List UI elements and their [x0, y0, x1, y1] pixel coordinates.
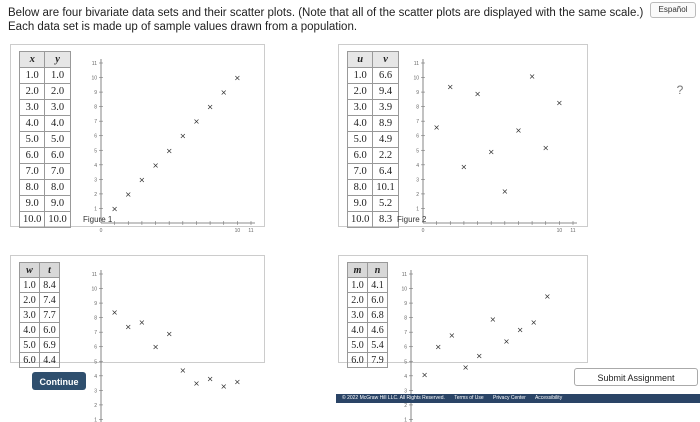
y-tick-label: 4: [404, 373, 407, 380]
y-tick-label: 7: [94, 119, 97, 126]
table-cell: 5.0: [45, 132, 70, 148]
table-cell: 10.1: [373, 180, 398, 196]
table-row: [348, 132, 399, 148]
continue-button[interactable]: Continue: [32, 372, 86, 390]
table-cell: 3.0: [20, 100, 45, 116]
y-tick-label: 7: [404, 330, 407, 337]
y-tick-label: 8: [94, 104, 97, 111]
table-header-row: [20, 263, 60, 278]
data-point: ×: [193, 117, 200, 127]
table-cell: 3.0: [348, 100, 373, 116]
table-row: [348, 196, 399, 212]
table-cell: 4.4: [40, 353, 60, 368]
table-cell: 2.0: [45, 84, 70, 100]
data-point: ×: [462, 363, 469, 373]
table-row: [348, 100, 399, 116]
y-tick-label: 5: [94, 148, 97, 155]
data-point: ×: [421, 370, 428, 380]
data-point: ×: [206, 102, 214, 112]
y-tick-label: 6: [404, 344, 407, 351]
y-tick-label: 1: [416, 206, 419, 213]
data-point: ×: [528, 72, 536, 82]
column-header: y: [45, 52, 70, 68]
table-cell: 7.4: [40, 293, 60, 308]
table-row: [348, 180, 399, 196]
data-point: ×: [179, 366, 187, 375]
table-row: [348, 84, 399, 100]
table-cell: 4.1: [368, 278, 388, 293]
y-tick-label: 3: [404, 388, 407, 395]
data-point: ×: [460, 162, 468, 172]
table-cell: 1.0: [20, 278, 40, 293]
prompt-line-2: Each data set is made up of sample values drawn from a population.: [8, 21, 358, 33]
y-tick-label: 1: [94, 417, 97, 422]
table-row: [20, 164, 71, 180]
table-row: [348, 148, 399, 164]
data-point: ×: [220, 382, 228, 391]
y-tick-label: 2: [416, 191, 419, 198]
data-point: ×: [446, 82, 454, 92]
figure-2-label: Figure 2: [397, 215, 427, 224]
copyright-text: © 2022 McGraw Hill LLC. All Rights Reserved.: [342, 395, 445, 401]
table-cell: 6.0: [348, 148, 373, 164]
y-tick-label: 4: [94, 162, 97, 169]
table-row: [20, 180, 71, 196]
table-cell: 1.0: [348, 278, 368, 293]
dataset-panel-2: [338, 44, 588, 234]
data-table-wt: [19, 262, 60, 368]
table-header-row: [348, 263, 388, 278]
data-point: ×: [152, 160, 159, 170]
data-point: ×: [475, 351, 483, 361]
data-point: ×: [220, 88, 228, 98]
table-row: [20, 68, 71, 84]
x-tick-label: 0: [99, 228, 103, 234]
y-tick-label: 2: [94, 191, 97, 198]
x-tick-label: 10: [234, 228, 241, 234]
table-row: [348, 353, 388, 368]
table-cell: 7.0: [45, 164, 70, 180]
table-row: [20, 148, 71, 164]
data-point: ×: [542, 143, 550, 153]
table-cell: 2.0: [20, 84, 45, 100]
table-cell: 5.4: [368, 338, 388, 353]
question-prompt: [8, 6, 648, 34]
table-cell: 8.9: [373, 116, 398, 132]
y-tick-label: 10: [413, 75, 419, 82]
table-row: [20, 100, 71, 116]
table-cell: 8.4: [40, 278, 60, 293]
y-tick-label: 6: [94, 133, 97, 140]
y-tick-label: 2: [404, 402, 407, 409]
data-table-mn: [347, 262, 388, 368]
table-cell: 6.4: [373, 164, 398, 180]
data-point: ×: [515, 125, 522, 135]
dataset-panel-1: [10, 44, 265, 234]
data-point: ×: [489, 315, 497, 325]
data-point: ×: [111, 307, 118, 317]
data-point: ×: [138, 175, 146, 185]
y-tick-label: 7: [416, 119, 419, 126]
table-cell: 6.0: [20, 353, 40, 368]
table-header-row: [20, 52, 71, 68]
table-row: [20, 132, 71, 148]
x-tick-label: 10: [556, 228, 563, 234]
table-cell: 8.0: [20, 180, 45, 196]
table-row: [20, 338, 60, 353]
y-tick-label: 9: [94, 90, 97, 97]
data-point: ×: [234, 73, 241, 83]
table-cell: 1.0: [45, 68, 70, 84]
table-row: [20, 212, 71, 228]
table-cell: 4.0: [20, 116, 45, 132]
data-point: ×: [111, 204, 118, 214]
table-row: [348, 308, 388, 323]
data-point: ×: [165, 146, 173, 156]
table-row: [20, 116, 71, 132]
y-tick-label: 3: [94, 388, 97, 395]
table-cell: 1.0: [348, 68, 373, 84]
table-cell: 3.0: [348, 308, 368, 323]
y-tick-label: 8: [94, 315, 97, 322]
table-cell: 8.3: [373, 212, 398, 228]
y-tick-label: 3: [94, 177, 97, 184]
table-cell: 4.6: [368, 323, 388, 338]
data-point: ×: [487, 147, 495, 157]
data-point: ×: [179, 131, 187, 141]
table-row: [20, 278, 60, 293]
table-cell: 4.9: [373, 132, 398, 148]
y-tick-label: 11: [91, 272, 97, 278]
table-cell: 7.7: [40, 308, 60, 323]
table-cell: 6.0: [348, 353, 368, 368]
table-row: [348, 68, 399, 84]
x-tick-label: 11: [570, 228, 576, 234]
data-point: ×: [193, 379, 200, 389]
table-cell: 6.0: [20, 148, 45, 164]
data-point: ×: [530, 318, 538, 327]
table-cell: 10.0: [20, 212, 45, 228]
table-cell: 3.9: [373, 100, 398, 116]
table-cell: 9.4: [373, 84, 398, 100]
y-tick-label: 2: [94, 402, 97, 409]
data-point: ×: [138, 318, 146, 327]
accessibility-link[interactable]: Accessibility: [534, 395, 563, 401]
table-row: [20, 353, 60, 368]
y-tick-label: 6: [416, 133, 419, 140]
data-point: ×: [556, 98, 563, 108]
table-row: [20, 196, 71, 212]
data-point: ×: [501, 187, 509, 196]
table-cell: 10.0: [45, 212, 70, 228]
data-table-xy: [19, 51, 71, 228]
data-point: ×: [234, 377, 241, 387]
table-row: [348, 293, 388, 308]
y-tick-label: 5: [404, 359, 407, 366]
y-tick-label: 11: [413, 61, 419, 67]
y-tick-label: 8: [416, 104, 419, 111]
data-point: ×: [503, 336, 510, 346]
y-tick-label: 3: [416, 177, 419, 184]
table-cell: 3.0: [45, 100, 70, 116]
y-tick-label: 10: [401, 286, 407, 293]
table-cell: 7.0: [348, 164, 373, 180]
help-icon[interactable]: ?: [676, 83, 684, 97]
table-row: [348, 164, 399, 180]
column-header: u: [348, 52, 373, 68]
data-point: ×: [544, 291, 551, 301]
table-row: [348, 323, 388, 338]
table-cell: 6.0: [40, 323, 60, 338]
table-cell: 4.0: [45, 116, 70, 132]
table-cell: 10.0: [348, 212, 373, 228]
y-tick-label: 9: [404, 301, 407, 308]
table-cell: 8.0: [348, 180, 373, 196]
column-header: t: [40, 263, 60, 278]
y-tick-label: 4: [94, 373, 97, 380]
table-cell: 2.0: [348, 293, 368, 308]
table-row: [348, 278, 388, 293]
submit-assignment-button[interactable]: Submit Assignment: [574, 368, 698, 386]
scatter-plot-3: [79, 262, 259, 422]
column-header: x: [20, 52, 45, 68]
y-tick-label: 10: [91, 286, 97, 293]
terms-link[interactable]: Terms of Use: [454, 395, 484, 401]
table-cell: 1.0: [20, 68, 45, 84]
table-cell: 4.0: [348, 116, 373, 132]
x-tick-label: 11: [248, 228, 254, 234]
language-toggle-button[interactable]: Español: [650, 2, 696, 18]
data-point: ×: [434, 342, 442, 352]
table-cell: 7.0: [20, 164, 45, 180]
y-tick-label: 6: [94, 344, 97, 351]
column-header: m: [348, 263, 368, 278]
table-cell: 8.0: [45, 180, 70, 196]
table-row: [20, 323, 60, 338]
table-cell: 3.0: [20, 308, 40, 323]
table-row: [20, 308, 60, 323]
y-tick-label: 9: [94, 301, 97, 308]
table-cell: 6.9: [40, 338, 60, 353]
y-tick-label: 10: [91, 75, 97, 82]
y-tick-label: 11: [401, 272, 407, 278]
table-cell: 2.2: [373, 148, 398, 164]
data-point: ×: [152, 342, 159, 352]
table-cell: 2.0: [348, 84, 373, 100]
table-cell: 4.0: [20, 323, 40, 338]
y-tick-label: 8: [404, 315, 407, 322]
table-row: [348, 212, 399, 228]
table-cell: 9.0: [20, 196, 45, 212]
data-point: ×: [124, 322, 132, 332]
data-table-uv: [347, 51, 399, 228]
prompt-line-1: Below are four bivariate data sets and their scatter plots. (Note that all of the scatter plots are displayed with the same scale.): [8, 7, 644, 19]
table-cell: 5.0: [348, 338, 368, 353]
data-point: ×: [124, 189, 132, 199]
data-point: ×: [474, 89, 481, 99]
y-tick-label: 11: [91, 61, 97, 67]
column-header: n: [368, 263, 388, 278]
table-cell: 9.0: [348, 196, 373, 212]
table-cell: 2.0: [20, 293, 40, 308]
y-tick-label: 1: [404, 417, 407, 422]
y-tick-label: 7: [94, 330, 97, 337]
x-tick-label: 0: [421, 228, 425, 234]
table-cell: 6.6: [373, 68, 398, 84]
y-tick-label: 9: [416, 90, 419, 97]
table-cell: 7.9: [368, 353, 388, 368]
table-cell: 9.0: [45, 196, 70, 212]
data-point: ×: [448, 331, 456, 341]
table-cell: 5.0: [348, 132, 373, 148]
table-cell: 5.2: [373, 196, 398, 212]
y-tick-label: 4: [416, 162, 419, 169]
table-cell: 6.0: [368, 293, 388, 308]
table-cell: 5.0: [20, 338, 40, 353]
table-row: [20, 84, 71, 100]
table-row: [20, 293, 60, 308]
column-header: w: [20, 263, 40, 278]
y-tick-label: 5: [94, 359, 97, 366]
column-header: v: [373, 52, 398, 68]
figure-1-label: Figure 1: [83, 215, 113, 224]
data-point: ×: [165, 329, 173, 339]
footer-bar: [336, 394, 700, 403]
table-row: [348, 116, 399, 132]
table-cell: 4.0: [348, 323, 368, 338]
data-point: ×: [206, 374, 214, 384]
data-point: ×: [516, 325, 524, 335]
privacy-link[interactable]: Privacy Center: [493, 395, 526, 401]
table-cell: 5.0: [20, 132, 45, 148]
table-cell: 6.8: [368, 308, 388, 323]
table-header-row: [348, 52, 399, 68]
data-point: ×: [433, 123, 440, 132]
table-row: [348, 338, 388, 353]
table-cell: 6.0: [45, 148, 70, 164]
y-tick-label: 5: [416, 148, 419, 155]
y-tick-label: 1: [94, 206, 97, 213]
